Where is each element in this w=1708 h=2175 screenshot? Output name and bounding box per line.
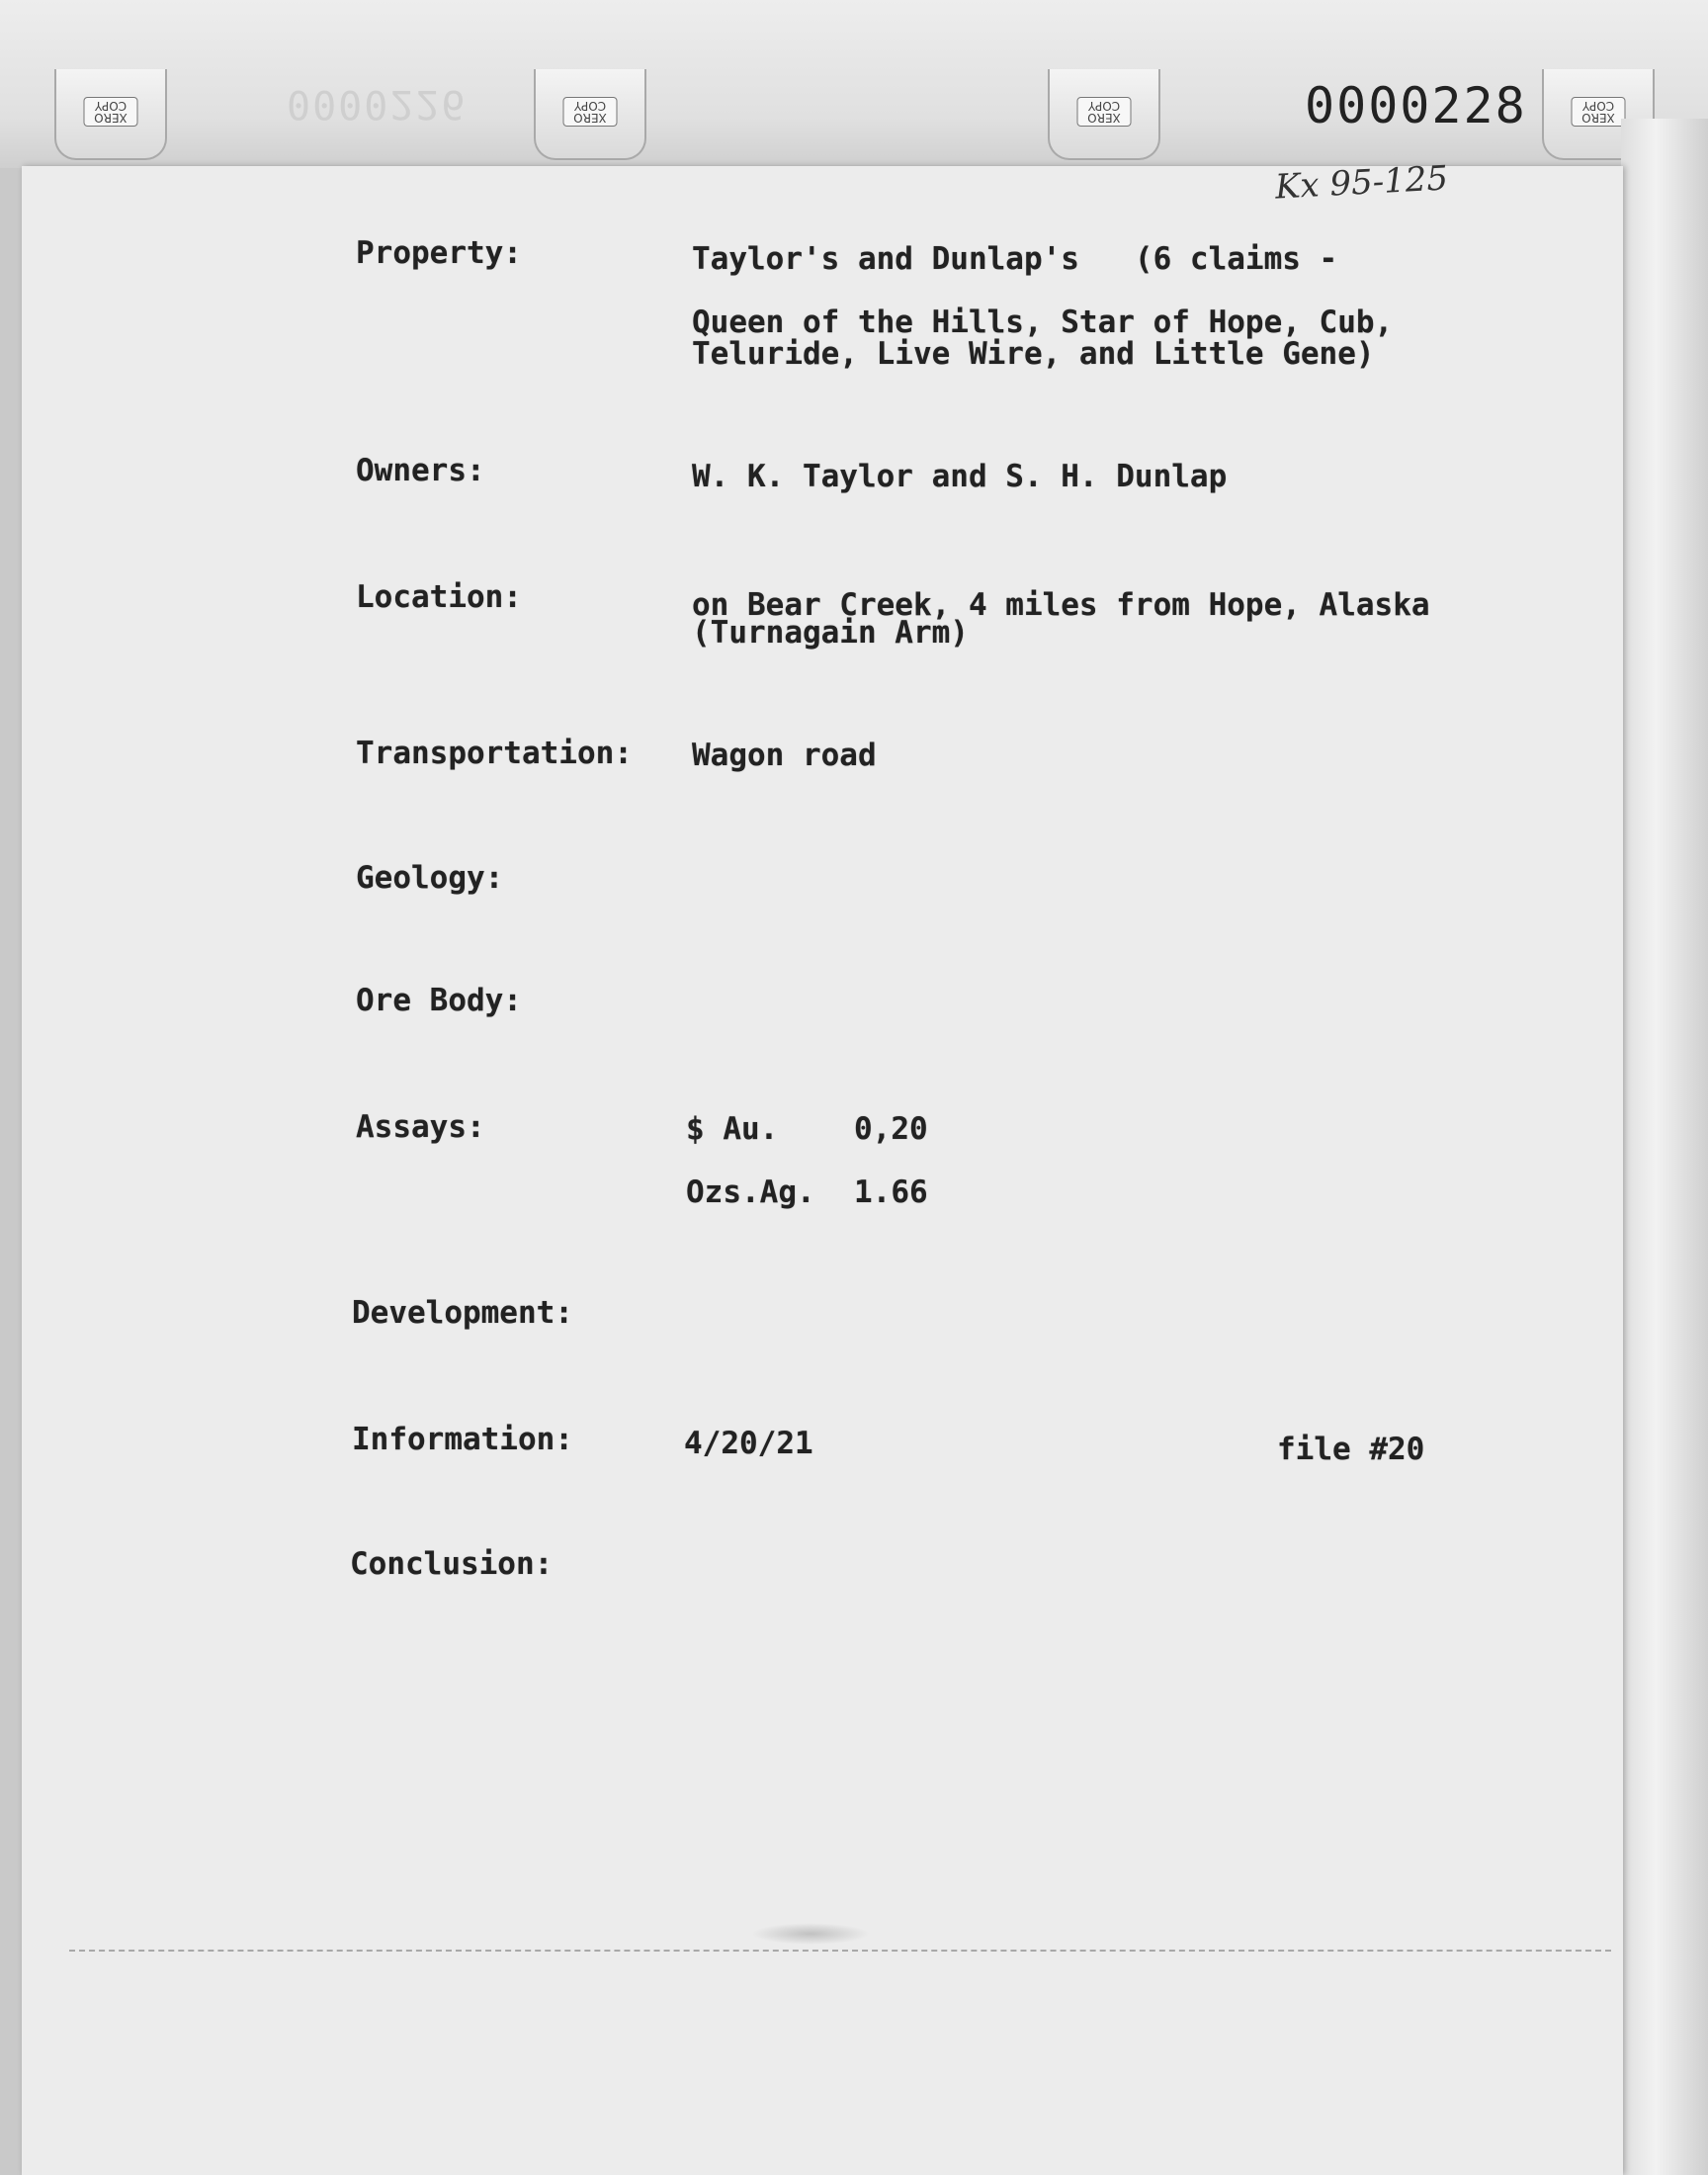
binder-clip: [54, 69, 167, 160]
ghost-document-number: 0000226: [287, 81, 468, 127]
property-value-line3: Teluride, Live Wire, and Little Gene): [692, 336, 1375, 372]
transportation-value: Wagon road: [692, 738, 877, 773]
location-label: Location:: [356, 579, 522, 615]
xero-copy-stamp: XERO COPY: [1077, 97, 1132, 127]
page-fold-line: [69, 1950, 1611, 1952]
development-label: Development:: [352, 1295, 573, 1331]
assay-silver-name: Ozs.Ag.: [686, 1174, 815, 1210]
xero-copy-stamp: XERO COPY: [1572, 97, 1626, 127]
owners-value: W. K. Taylor and S. H. Dunlap: [692, 459, 1228, 494]
assays-label: Assays:: [356, 1109, 485, 1145]
property-label: Property:: [356, 235, 522, 271]
binder-clip: [1048, 69, 1160, 160]
information-label: Information:: [352, 1422, 573, 1457]
binder-clip: [534, 69, 646, 160]
property-value-line2: Queen of the Hills, Star of Hope, Cub,: [692, 304, 1394, 340]
xero-copy-stamp: XERO COPY: [563, 97, 618, 127]
handwritten-reference: Kx 95-125: [1274, 158, 1449, 208]
scan-smudge: [751, 1923, 870, 1945]
assay-gold-name: $ Au.: [686, 1111, 779, 1147]
property-value-line1: Taylor's and Dunlap's (6 claims -: [692, 241, 1338, 277]
xero-copy-stamp: XERO COPY: [84, 97, 138, 127]
document-number: 0000228: [1305, 77, 1527, 134]
assay-gold-value: 0,20: [854, 1111, 928, 1147]
transportation-label: Transportation:: [356, 736, 633, 771]
page-edge-shadow: [1621, 119, 1708, 2175]
conclusion-label: Conclusion:: [350, 1546, 554, 1582]
location-value-line1: on Bear Creek, 4 miles from Hope, Alaska: [692, 587, 1430, 623]
ore-body-label: Ore Body:: [356, 983, 522, 1018]
assay-silver-value: 1.66: [854, 1174, 928, 1210]
owners-label: Owners:: [356, 453, 485, 488]
location-value-line2: (Turnagain Arm): [692, 615, 969, 651]
geology-label: Geology:: [356, 860, 504, 896]
information-file: file #20: [1277, 1432, 1425, 1467]
information-date: 4/20/21: [684, 1426, 813, 1461]
